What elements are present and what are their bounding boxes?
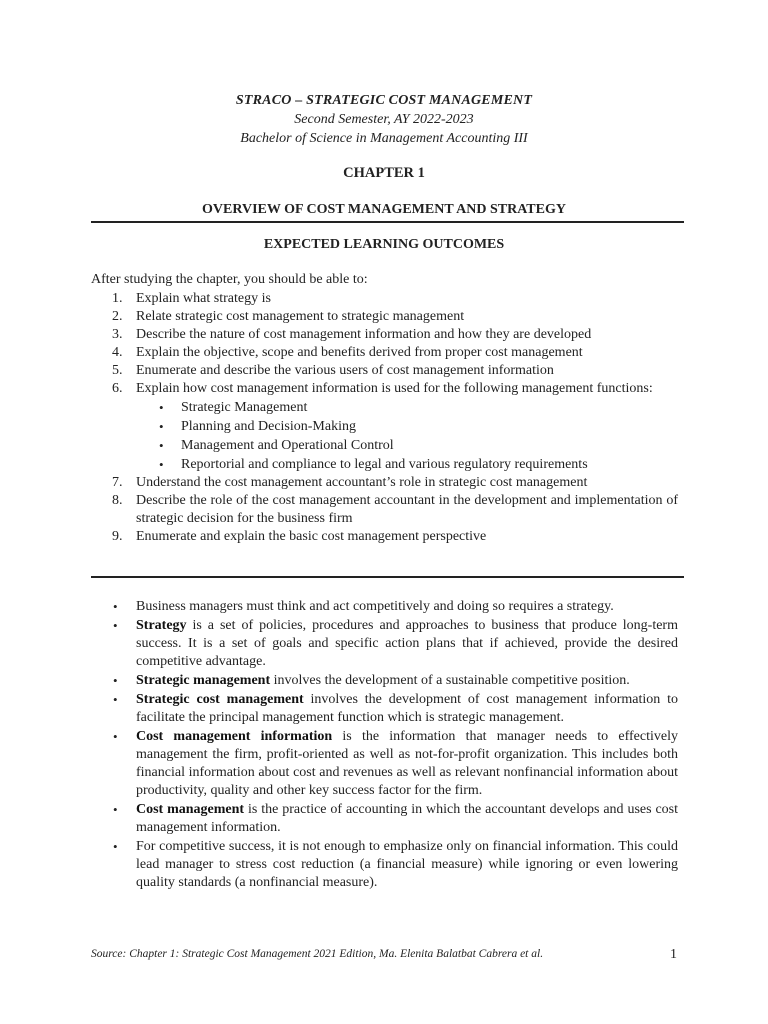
note-text: Business managers must think and act competitively and doing so requires a strategy. <box>136 599 614 614</box>
note-item <box>91 617 678 671</box>
item-number: 8. <box>112 493 123 508</box>
item-text: Explain the objective, scope and benefits derived from proper cost management <box>136 345 583 360</box>
note-text: is the practice of accounting in which the accountant develops and uses cost management information. <box>136 802 678 835</box>
note-item <box>91 838 678 892</box>
note-term: Cost management information <box>136 729 333 744</box>
function-text: Reportorial and compliance to legal and various regulatory requirements <box>181 457 588 472</box>
item-text: Understand the cost management accountant’s role in strategic cost management <box>136 475 588 490</box>
note-item <box>91 691 678 727</box>
note-text: is the information that manager needs to effectively management the firm, profit-oriented as well as not-for-profit organization. This includes both financial information about cost and revenues as well as relevant nonfinancial information about productivity, quality and other key success factor for the firm. <box>136 729 678 798</box>
bullet-icon: • <box>113 673 118 688</box>
note-term: Strategic cost management <box>136 692 304 707</box>
item-number: 3. <box>112 327 123 342</box>
program-line: Bachelor of Science in Management Accounting III <box>240 131 528 146</box>
item-text: Enumerate and describe the various users of cost management information <box>136 363 554 378</box>
notes-list <box>91 598 678 893</box>
note-item <box>91 598 678 616</box>
outcomes-heading: EXPECTED LEARNING OUTCOMES <box>263 237 505 252</box>
outcomes-list <box>91 290 678 546</box>
chapter-title: OVERVIEW OF COST MANAGEMENT AND STRATEGY <box>202 202 566 217</box>
item-number: 1. <box>112 291 123 306</box>
item-text: Relate strategic cost management to strategic management <box>136 309 465 324</box>
divider-middle <box>91 576 684 578</box>
page-number: 1 <box>670 947 677 962</box>
note-term: Strategy <box>136 618 187 633</box>
footer-source: Source: Chapter 1: Strategic Cost Management 2021 Edition, Ma. Elenita Balatbat Cabrera et al. <box>91 948 544 960</box>
list-item <box>91 326 678 344</box>
item-text: Explain how cost management information is used for the following management functions: <box>136 381 653 396</box>
note-text: involves the development of cost management information to facilitate the principal management function which is strategic management. <box>136 692 678 725</box>
chapter-label: CHAPTER 1 <box>343 165 425 181</box>
divider-top <box>91 221 684 223</box>
note-term: Cost management <box>136 802 245 817</box>
list-item <box>91 290 678 308</box>
bullet-icon: • <box>159 400 164 415</box>
bullet-icon: • <box>159 419 164 434</box>
course-title: STRACO – STRATEGIC COST MANAGEMENT <box>235 93 533 108</box>
function-text: Management and Operational Control <box>181 438 394 453</box>
outcomes-intro: After studying the chapter, you should be able to: <box>91 272 368 287</box>
list-item <box>91 474 678 492</box>
note-item <box>91 801 678 837</box>
item-text: Enumerate and explain the basic cost management perspective <box>136 529 487 544</box>
function-item <box>136 436 678 455</box>
function-text: Planning and Decision-Making <box>181 419 356 434</box>
item-text: Describe the nature of cost management information and how they are developed <box>136 327 592 342</box>
functions-list <box>136 398 678 474</box>
list-item <box>91 362 678 380</box>
list-item <box>91 380 678 474</box>
bullet-icon: • <box>113 802 118 817</box>
item-number: 6. <box>112 381 123 396</box>
list-item <box>91 528 678 546</box>
note-text: is a set of policies, procedures and approaches to business that produce long-term success. It is a set of goals and specific action plans that if achieved, provide the desired competitive advantage. <box>136 618 678 669</box>
note-term: Strategic management <box>136 673 271 688</box>
bullet-icon: • <box>113 839 118 854</box>
note-item <box>91 728 678 800</box>
bullet-icon: • <box>159 457 164 472</box>
bullet-icon: • <box>113 618 118 633</box>
note-text: involves the development of a sustainable competitive position. <box>270 673 630 688</box>
bullet-icon: • <box>113 599 118 614</box>
item-number: 9. <box>112 529 123 544</box>
item-number: 5. <box>112 363 123 378</box>
item-number: 4. <box>112 345 123 360</box>
bullet-icon: • <box>159 438 164 453</box>
item-number: 7. <box>112 475 123 490</box>
note-item <box>91 672 678 690</box>
item-text: Explain what strategy is <box>136 291 271 306</box>
list-item <box>91 344 678 362</box>
list-item <box>91 308 678 326</box>
function-text: Strategic Management <box>181 400 308 415</box>
note-text: For competitive success, it is not enough to emphasize only on financial information. This could lead manager to stress cost reduction (a financial measure) while ignoring or even lowering quality standards (a nonfinancial measure). <box>136 839 678 890</box>
function-item <box>136 455 678 474</box>
bullet-icon: • <box>113 729 118 744</box>
function-item <box>136 398 678 417</box>
bullet-icon: • <box>113 692 118 707</box>
list-item <box>91 492 678 528</box>
item-text: Describe the role of the cost management accountant in the development and implementation of strategic decision for the business firm <box>136 493 678 526</box>
item-number: 2. <box>112 309 123 324</box>
semester-line: Second Semester, AY 2022-2023 <box>294 112 474 127</box>
function-item <box>136 417 678 436</box>
